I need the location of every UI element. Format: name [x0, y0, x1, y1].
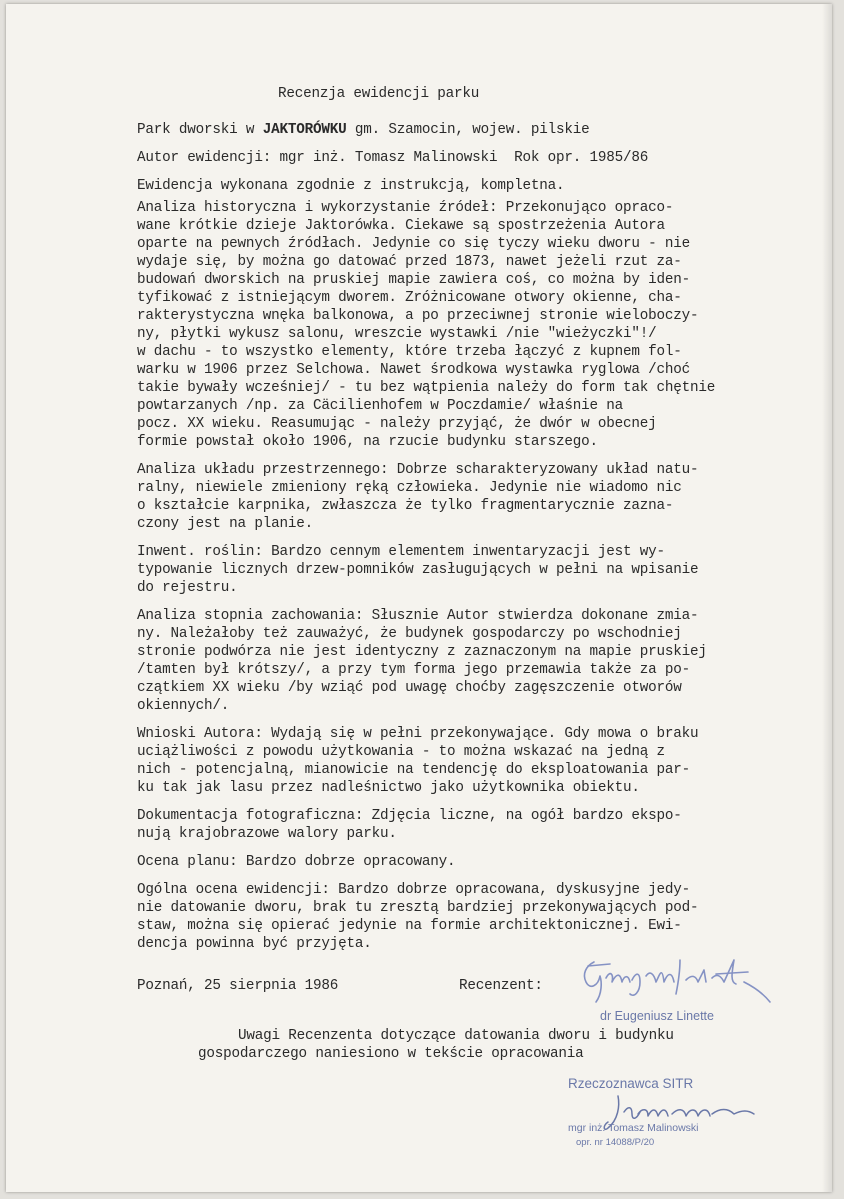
- text-line: Wnioski Autora: Wydają się w pełni przekonywające. Gdy mowa o braku: [137, 726, 699, 742]
- text-line: oparte na pewnych źródłach. Jedynie co się tyczy wieku dworu - nie: [137, 236, 691, 252]
- completeness-line: Ewidencja wykonana zgodnie z instrukcją, kompletna.: [137, 178, 565, 194]
- text-line: tyfikować z istniejącym dworem. Zróżnicowane otwory okienne, cha-: [137, 290, 682, 306]
- text-line: Analiza stopnia zachowania: Słusznie Autor stwierdza dokonane zmia-: [137, 608, 699, 624]
- text-line: nują krajobrazowe walory parku.: [137, 826, 397, 842]
- text-line: Ocena planu: Bardzo dobrze opracowany.: [137, 854, 456, 870]
- text-line: formie powstał około 1906, na rzucie budynku starszego.: [137, 434, 598, 450]
- expert-stamp-name: mgr inż. Tomasz Malinowski: [568, 1122, 699, 1134]
- text-line: do rejestru.: [137, 580, 238, 596]
- notes-line-1: Uwagi Recenzenta dotyczące datowania dworu i budynku: [238, 1028, 674, 1044]
- text-line: staw, można się opierać jedynie na formie architektonicznej. Ewi-: [137, 918, 682, 934]
- text-line: Ogólna ocena ewidencji: Bardzo dobrze opracowana, dyskusyjne jedy-: [137, 882, 691, 898]
- reviewer-signature: [576, 952, 776, 1012]
- text-line: Analiza historyczna i wykorzystanie źródeł: Przekonująco opraco-: [137, 200, 674, 216]
- text-line: warku w 1906 przez Selchowa. Nawet środkowa wystawka ryglowa /choć: [137, 362, 691, 378]
- text-line: czątkiem XX wieku /by wziąć pod uwagę choćby zagęszczenie otworów: [137, 680, 682, 696]
- notes-line-2: gospodarczego naniesiono w tekście opracowania: [198, 1046, 584, 1062]
- park-name: JAKTORÓWKU: [262, 122, 347, 138]
- text-line: o kształcie karpnika, zwłaszcza że tylko fragmentarycznie zazna-: [137, 498, 674, 514]
- text-line: wydaje się, by można go datować przed 1873, nawet jeżeli rzut za-: [137, 254, 682, 270]
- text-line: Inwent. roślin: Bardzo cennym elementem inwentaryzacji jest wy-: [137, 544, 665, 560]
- expert-stamp-title: Rzeczoznawca SITR: [568, 1076, 694, 1091]
- text-line: rakterystyczna wnęka balkonowa, a po przeciwnej stronie wieloboczy-: [137, 308, 699, 324]
- text-line: Analiza układu przestrzennego: Dobrze scharakteryzowany układ natu-: [137, 462, 699, 478]
- reviewer-name-stamp: dr Eugeniusz Linette: [600, 1009, 714, 1023]
- text-line: typowanie licznych drzew-pomników zasługujących w pełni na wpisanie: [137, 562, 699, 578]
- text-line: okiennych/.: [137, 698, 230, 714]
- text-line: Dokumentacja fotograficzna: Zdjęcia liczne, na ogół bardzo ekspo-: [137, 808, 682, 824]
- text-line: nich - potencjalną, mianowicie na tendencję do eksploatowania par-: [137, 762, 691, 778]
- reviewer-label: Recenzent:: [459, 978, 543, 994]
- expert-stamp-number: opr. nr 14088/P/20: [576, 1137, 655, 1148]
- park-line: [137, 122, 590, 138]
- text-line: takie bywały wcześniej/ - tu bez wątpienia należy do form tak chętnie: [137, 380, 716, 396]
- author-line: Autor ewidencji: mgr inż. Tomasz Malinowski Rok opr. 1985/86: [137, 150, 649, 166]
- text-line: ralny, niewiele zmieniony ręką człowieka. Jedynie nie wiadomo nic: [137, 480, 682, 496]
- text-line: budowań dworskich na pruskiej mapie zawiera coś, co można by iden-: [137, 272, 691, 288]
- place-date: Poznań, 25 sierpnia 1986: [137, 978, 339, 994]
- text-line: ny. Należałoby też zauważyć, że budynek gospodarczy po wschodniej: [137, 626, 682, 642]
- document-page: [6, 4, 832, 1192]
- text-line: powtarzanych /np. za Cäcilienhofem w Poczdamie/ właśnie na: [137, 398, 624, 414]
- text-line: dencja powinna być przyjęta.: [137, 936, 372, 952]
- text-line: uciążliwości z powodu użytkowania - to można wskazać na jedną z: [137, 744, 665, 760]
- park-line-prefix: Park dworski w: [137, 122, 263, 138]
- park-line-suffix: gm. Szamocin, wojew. pilskie: [346, 122, 590, 138]
- text-line: stronie podwórza nie jest identyczny z zaznaczonym na mapie pruskiej: [137, 644, 707, 660]
- text-line: /tamten był krótszy/, a przy tym forma jego przemawia także za po-: [137, 662, 691, 678]
- text-line: nie datowanie dworu, brak tu zresztą bardziej przekonywających pod-: [137, 900, 699, 916]
- text-line: w dachu - to wszystko elementy, które trzeba łączyć z kupnem fol-: [137, 344, 682, 360]
- text-line: ny, płytki wykusz salonu, wreszcie wystawki /nie "wieżyczki"!/: [137, 326, 657, 342]
- text-line: wane krótkie dzieje Jaktorówka. Ciekawe są spostrzeżenia Autora: [137, 218, 665, 234]
- text-line: pocz. XX wieku. Reasumując - należy przyjąć, że dwór w obecnej: [137, 416, 657, 432]
- text-line: ku tak jak lasu przez nadleśnictwo jako użytkownika obiektu.: [137, 780, 640, 796]
- text-line: czony jest na planie.: [137, 516, 313, 532]
- document-title: Recenzja ewidencji parku: [278, 86, 480, 102]
